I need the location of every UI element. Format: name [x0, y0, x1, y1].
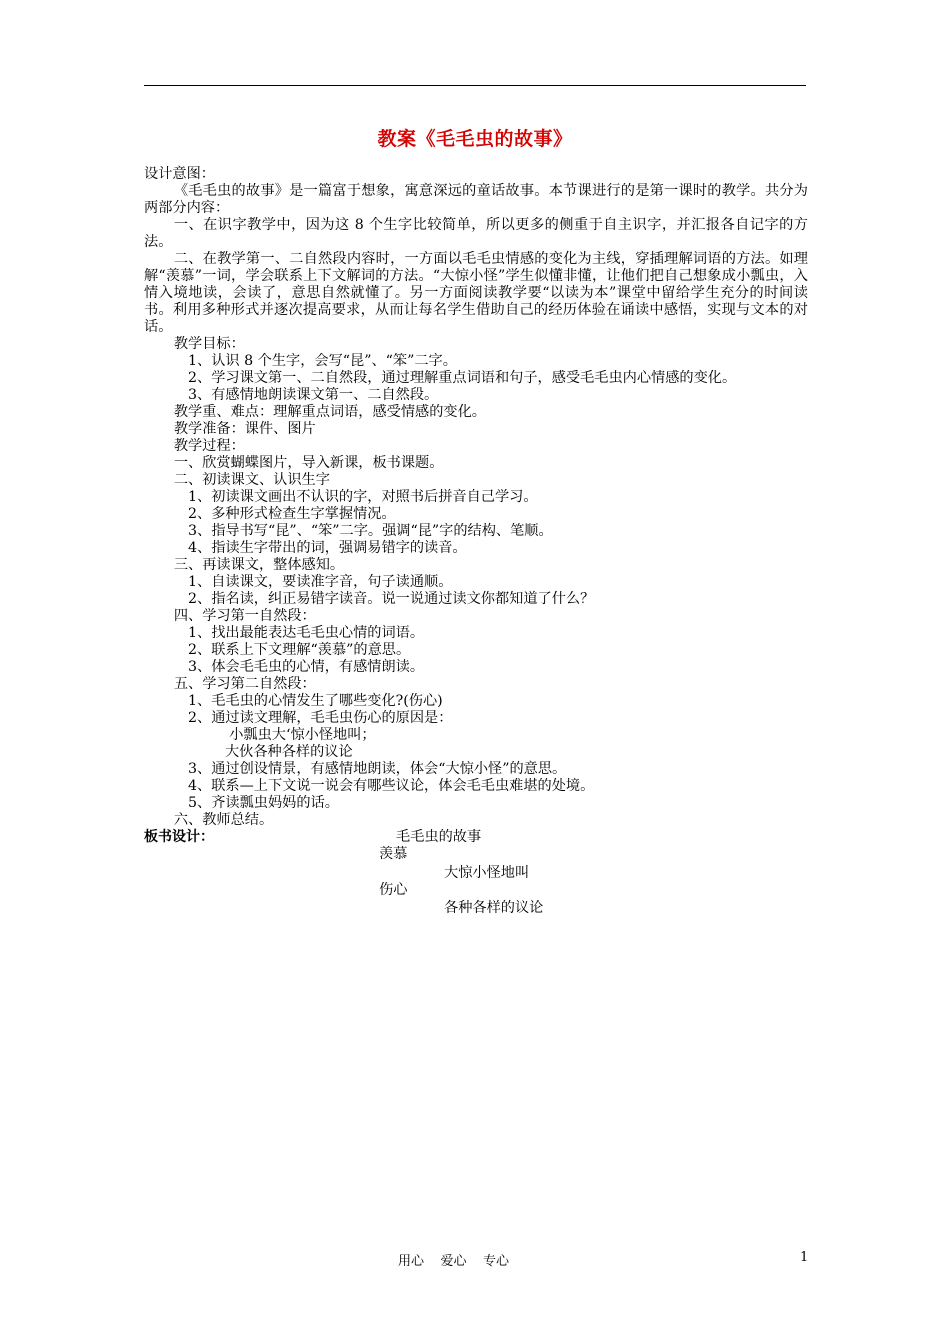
paragraph: 3、通过创设情景，有感情地朗读，体会“大惊小怪”的意思。: [188, 761, 567, 777]
paragraph: 二、在教学第一、二自然段内容时，一方面以毛毛虫情感的变化为主线，穿插理解词语的方法。如理解“羡慕”一词，学会联系上下文解词的方法。“大惊小怪”学生似懂非懂，让他们把自己想象成小瓢虫，入情入境地读，会读了，意思自然就懂了。另一方面阅读教学要“以读为本”课堂中留给学生充分的时间读书。利用多种形式并逐次提高要求，从而让每名学生借助自己的经历体验在诵读中感悟，实现与文本的对话。: [144, 251, 808, 335]
paragraph: 3、指导书写“昆”、“笨”二字。强调“昆”字的结构、笔顺。: [188, 523, 553, 539]
paragraph: 二、初读课文、认识生字: [173, 472, 330, 488]
board-word-sad: 伤心: [379, 882, 408, 898]
paragraph: 三、再读课文，整体感知。: [173, 557, 345, 573]
paragraph: 3、体会毛毛虫的心情，有感情朗读。: [188, 659, 425, 675]
paragraph: 4、指读生字带出的词，强调易错字的读音。: [188, 540, 467, 556]
paragraph: 五、学习第二自然段：: [173, 676, 316, 692]
paragraph-list: [144, 166, 808, 829]
paragraph: 大伙各种各样的议论: [224, 744, 353, 760]
paragraph: 1、初读课文画出不认识的字，对照书后拼音自己学习。: [188, 489, 538, 505]
paragraph: 1、毛毛虫的心情发生了哪些变化?(伤心): [188, 693, 443, 709]
paragraph: 1、自读课文，要读准字音，句子读通顺。: [188, 574, 453, 590]
board-design: [144, 829, 808, 917]
paragraph: 2、多种形式检查生字掌握情况。: [188, 506, 396, 522]
document-body: [144, 166, 808, 917]
document-title: 教案《毛毛虫的故事》: [377, 128, 573, 150]
board-design-label: 板书设计：: [144, 829, 214, 845]
paragraph: 5、齐读瓢虫妈妈的话。: [188, 795, 339, 811]
paragraph: 2、通过读文理解，毛毛虫伤心的原因是：: [188, 710, 453, 726]
footer-motto: 用心 爱心 专心: [398, 1254, 510, 1269]
paragraph: 一、在识字教学中，因为这 8 个生字比较简单，所以更多的侧重于自主识字，并汇报各自记字的方法。: [144, 217, 808, 250]
board-title: 毛毛虫的故事: [396, 829, 482, 845]
board-phrase-comments: 各种各样的议论: [444, 900, 544, 916]
paragraph: 设计意图：: [144, 166, 215, 182]
board-word-envy: 羡慕: [379, 846, 408, 862]
page-number: 1: [800, 1250, 809, 1265]
header-rule: [144, 85, 806, 86]
paragraph: 1、找出最能表达毛毛虫心情的词语。: [188, 625, 425, 641]
paragraph: 教学目标：: [173, 336, 245, 352]
board-phrase-fuss: 大惊小怪地叫: [444, 865, 530, 881]
paragraph: 2、学习课文第一、二自然段，通过理解重点词语和句子，感受毛毛虫内心情感的变化。: [188, 370, 737, 386]
paragraph: 1、认识 8 个生字，会写“昆”、“笨”二字。: [188, 353, 457, 369]
paragraph: 3、有感情地朗读课文第一、二自然段。: [188, 387, 439, 403]
paragraph: 一、欣赏蝴蝶图片，导入新课，板书课题。: [173, 455, 444, 471]
paragraph: 2、指名读，纠正易错字读音。说一说通过读文你都知道了什么？: [188, 591, 595, 607]
paragraph: 四、学习第一自然段：: [173, 608, 316, 624]
paragraph: 六、教师总结。: [173, 812, 274, 828]
paragraph: 4、联系—上下文说一说会有哪些议论，体会毛毛虫难堪的处境。: [188, 778, 595, 794]
paragraph: 教学重、难点：理解重点词语，感受情感的变化。: [173, 404, 486, 420]
paragraph: 2、联系上下文理解“羡慕”的意思。: [188, 642, 411, 658]
paragraph: 小瓢虫大‘惊小怪地叫；: [229, 727, 376, 743]
paragraph: 《毛毛虫的故事》是一篇富于想象，寓意深远的童话故事。本节课进行的是第一课时的教学。共分为两部分内容：: [144, 183, 808, 216]
paragraph: 教学准备：课件、图片: [173, 421, 316, 437]
paragraph: 教学过程：: [173, 438, 245, 454]
